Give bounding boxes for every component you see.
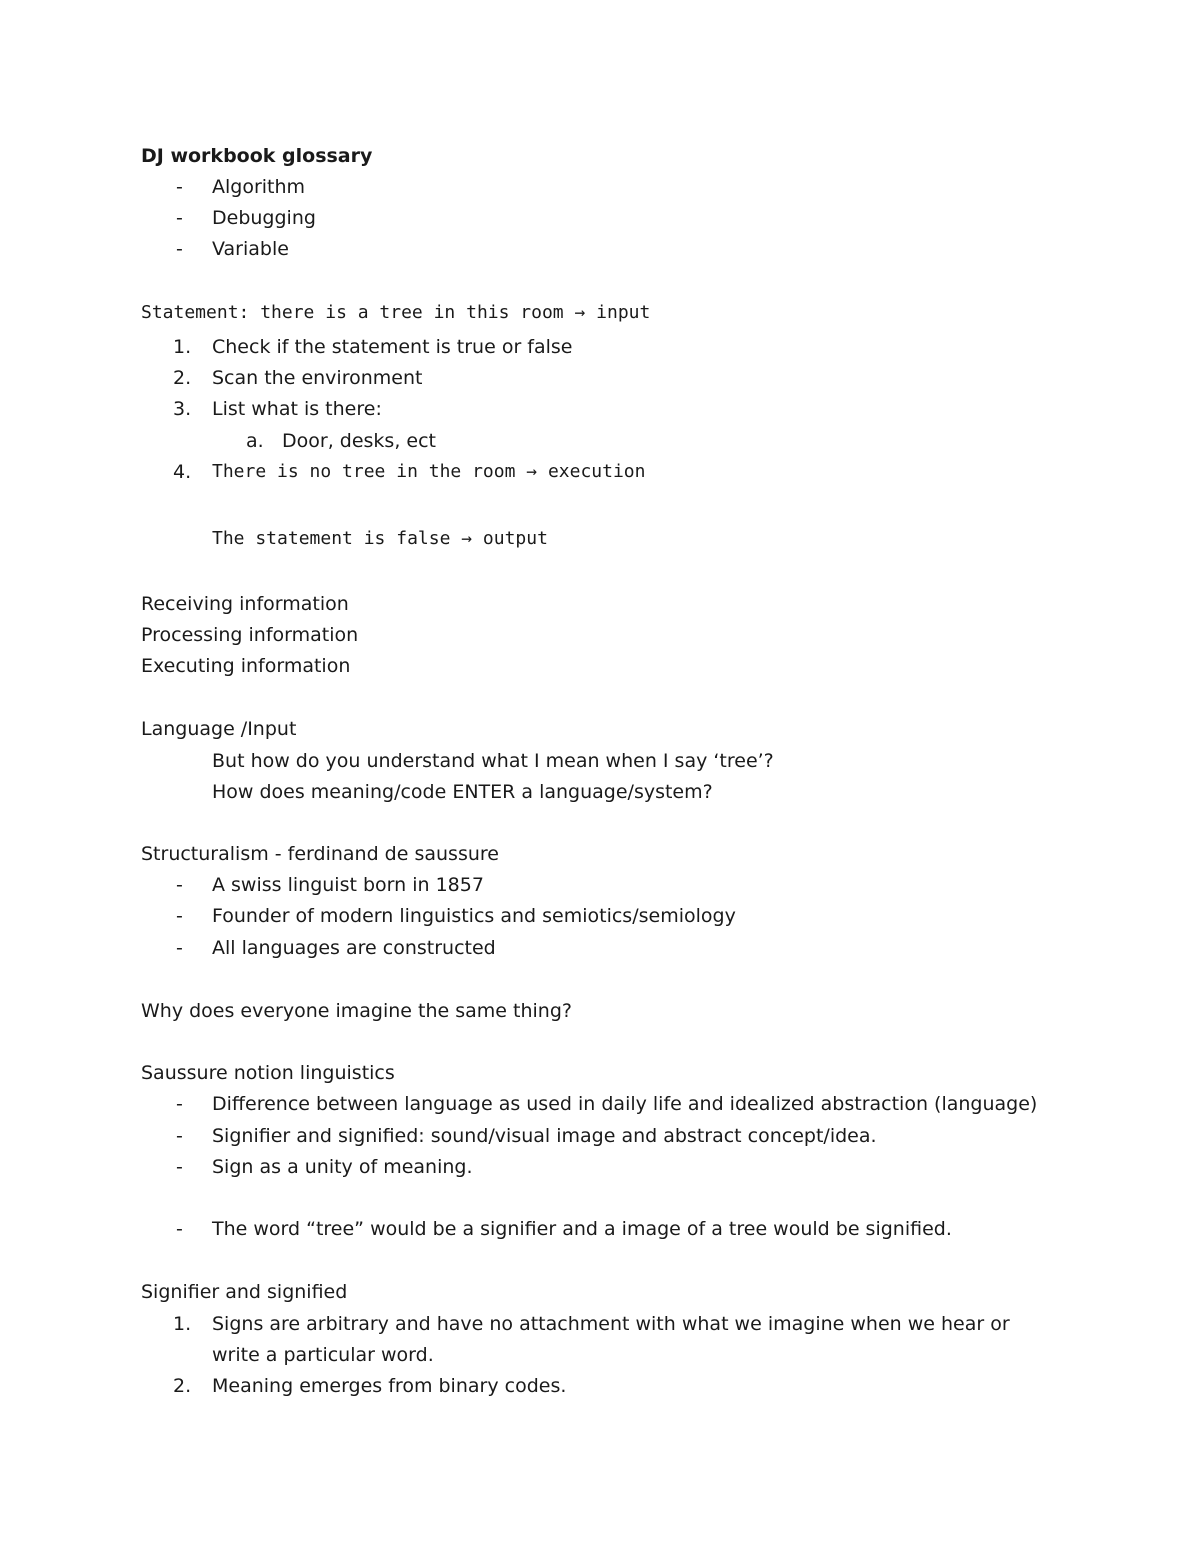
list-text: Signs are arbitrary and have no attachment with what we imagine when we hear or	[212, 1313, 1010, 1335]
section-heading: Saussure notion linguistics	[141, 1062, 395, 1084]
bullet-dash: -	[176, 207, 183, 229]
step-text: Scan the environment	[212, 367, 423, 389]
process-line: Executing information	[141, 655, 351, 677]
bullet-dash: -	[176, 905, 183, 927]
step-text: List what is there:	[212, 398, 382, 420]
list-number: 2.	[173, 367, 192, 389]
glossary-item: Debugging	[212, 207, 316, 229]
list-number: 3.	[173, 398, 192, 420]
bullet-text: Sign as a unity of meaning.	[212, 1156, 473, 1178]
list-number: 2.	[173, 1375, 192, 1397]
step-text: There is no tree in the room → execution	[212, 461, 646, 482]
bullet-dash: -	[176, 1093, 183, 1115]
section-heading: Language /Input	[141, 718, 297, 740]
bullet-text: Founder of modern linguistics and semiotics/semiology	[212, 905, 736, 927]
step-text: Check if the statement is true or false	[212, 336, 573, 358]
bullet-text: Difference between language as used in daily life and idealized abstraction (language)	[212, 1093, 1038, 1115]
statement-conclusion: The statement is false → output	[212, 528, 548, 549]
bullet-dash: -	[176, 937, 183, 959]
sub-step-text: Door, desks, ect	[282, 430, 436, 452]
list-number: 1.	[173, 1313, 192, 1335]
list-text: Meaning emerges from binary codes.	[212, 1375, 567, 1397]
bullet-text: Signifier and signified: sound/visual image and abstract concept/idea.	[212, 1125, 877, 1147]
bullet-text: The word “tree” would be a signifier and a image of a tree would be signified.	[212, 1218, 952, 1240]
section-heading: Structuralism - ferdinand de saussure	[141, 843, 499, 865]
list-number: 4.	[173, 461, 192, 483]
bullet-dash: -	[176, 1125, 183, 1147]
list-text-continued: write a particular word.	[212, 1344, 434, 1366]
process-line: Processing information	[141, 624, 359, 646]
bullet-dash: -	[176, 874, 183, 896]
bullet-dash: -	[176, 1156, 183, 1178]
section-heading: Signifier and signified	[141, 1281, 348, 1303]
sub-list-letter: a.	[246, 430, 264, 452]
bullet-dash: -	[176, 238, 183, 260]
glossary-item: Algorithm	[212, 176, 306, 198]
question-line: How does meaning/code ENTER a language/system?	[212, 781, 713, 803]
question-line: Why does everyone imagine the same thing?	[141, 1000, 572, 1022]
question-line: But how do you understand what I mean when I say ‘tree’?	[212, 750, 774, 772]
list-number: 1.	[173, 336, 192, 358]
statement-line: Statement: there is a tree in this room → input	[141, 302, 651, 323]
bullet-dash: -	[176, 1218, 183, 1240]
document-title: DJ workbook glossary	[141, 145, 373, 167]
bullet-dash: -	[176, 176, 183, 198]
process-line: Receiving information	[141, 593, 349, 615]
glossary-item: Variable	[212, 238, 289, 260]
bullet-text: All languages are constructed	[212, 937, 496, 959]
bullet-text: A swiss linguist born in 1857	[212, 874, 484, 896]
